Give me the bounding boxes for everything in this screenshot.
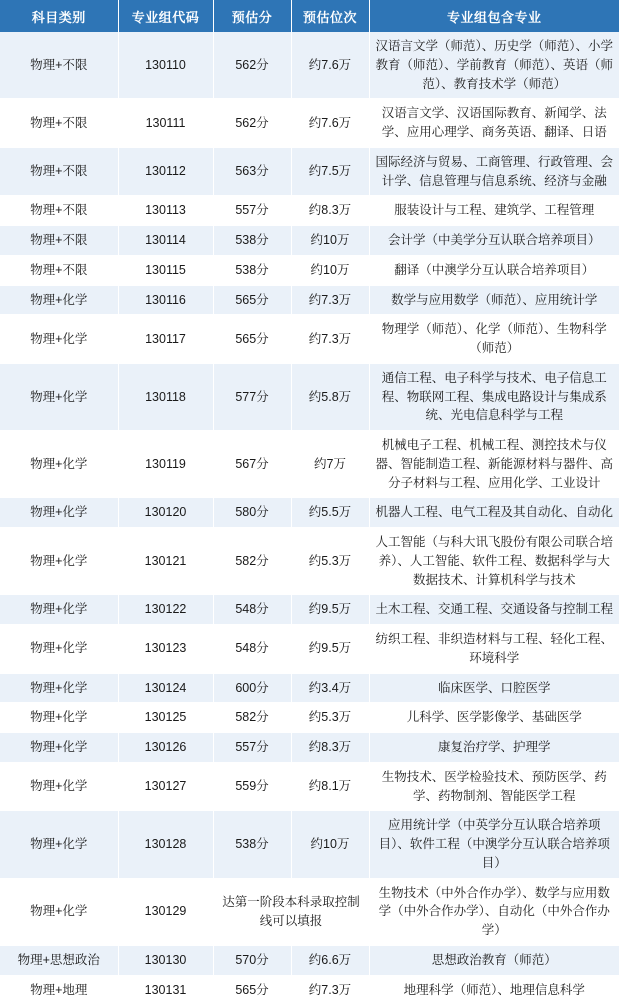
cell-estimated-score: 538分: [213, 255, 291, 285]
cell-estimated-rank: 约7万: [291, 431, 369, 498]
table-header: [0, 0, 619, 32]
cell-group-code: 130116: [118, 285, 213, 315]
cell-majors: 生物技术（中外合作办学）、数学与应用数学（中外合作办学）、自动化（中外合作办学）: [369, 878, 619, 945]
cell-subject: 物理+不限: [0, 147, 118, 196]
header-row: [0, 0, 619, 32]
cell-group-code: 130129: [118, 878, 213, 945]
table-row: [0, 811, 619, 878]
cell-subject: 物理+化学: [0, 285, 118, 315]
table-row: [0, 762, 619, 811]
cell-majors: 汉语言文学、汉语国际教育、新闻学、法学、应用心理学、商务英语、翻译、日语: [369, 99, 619, 148]
cell-estimated-rank: 约8.3万: [291, 733, 369, 763]
cell-subject: 物理+不限: [0, 99, 118, 148]
table-row: [0, 878, 619, 945]
cell-estimated-score: 562分: [213, 32, 291, 99]
cell-estimated-rank: 约9.5万: [291, 595, 369, 625]
table-row: [0, 285, 619, 315]
cell-subject: 物理+不限: [0, 226, 118, 256]
cell-estimated-score: 562分: [213, 99, 291, 148]
cell-estimated-rank: 约5.3万: [291, 528, 369, 595]
table-row: [0, 498, 619, 528]
cell-majors: 数学与应用数学（师范）、应用统计学: [369, 285, 619, 315]
table-row: [0, 945, 619, 975]
cell-estimated-score: 565分: [213, 315, 291, 364]
cell-estimated-score: 548分: [213, 595, 291, 625]
cell-majors: 应用统计学（中英学分互认联合培养项目）、软件工程（中澳学分互认联合培养项目）: [369, 811, 619, 878]
cell-group-code: 130127: [118, 762, 213, 811]
cell-group-code: 130131: [118, 975, 213, 1005]
cell-estimated-rank: 约8.1万: [291, 762, 369, 811]
cell-group-code: 130121: [118, 528, 213, 595]
cell-group-code: 130126: [118, 733, 213, 763]
cell-majors: 土木工程、交通工程、交通设备与控制工程: [369, 595, 619, 625]
cell-group-code: 130114: [118, 226, 213, 256]
table-row: [0, 363, 619, 430]
cell-estimated-rank: 约7.3万: [291, 315, 369, 364]
cell-estimated-rank: 约7.5万: [291, 147, 369, 196]
cell-subject: 物理+地理: [0, 975, 118, 1005]
cell-majors: 人工智能（与科大讯飞股份有限公司联合培养）、人工智能、软件工程、数据科学与大数据技术、计算机科学与技术: [369, 528, 619, 595]
cell-group-code: 130130: [118, 945, 213, 975]
table-row: [0, 625, 619, 674]
table-row: [0, 315, 619, 364]
cell-estimated-rank: 约9.5万: [291, 625, 369, 674]
cell-estimated-rank: 约7.3万: [291, 285, 369, 315]
cell-group-code: 130118: [118, 363, 213, 430]
column-header-group-code: 专业组代码: [118, 0, 213, 32]
cell-group-code: 130113: [118, 196, 213, 226]
cell-group-code: 130112: [118, 147, 213, 196]
cell-subject: 物理+化学: [0, 528, 118, 595]
cell-subject: 物理+化学: [0, 363, 118, 430]
cell-group-code: 130115: [118, 255, 213, 285]
cell-majors: 临床医学、口腔医学: [369, 673, 619, 703]
cell-group-code: 130120: [118, 498, 213, 528]
cell-subject: 物理+化学: [0, 703, 118, 733]
column-header-estimated-score: 预估分: [213, 0, 291, 32]
cell-group-code: 130119: [118, 431, 213, 498]
cell-majors: 纺织工程、非织造材料与工程、轻化工程、环境科学: [369, 625, 619, 674]
cell-estimated-score: 582分: [213, 528, 291, 595]
cell-majors: 翻译（中澳学分互认联合培养项目）: [369, 255, 619, 285]
cell-group-code: 130124: [118, 673, 213, 703]
cell-majors: 康复治疗学、护理学: [369, 733, 619, 763]
cell-subject: 物理+化学: [0, 733, 118, 763]
cell-subject: 物理+思想政治: [0, 945, 118, 975]
cell-estimated-rank: 约8.3万: [291, 196, 369, 226]
table-body: [0, 32, 619, 1005]
cell-majors: 国际经济与贸易、工商管理、行政管理、会计学、信息管理与信息系统、经济与金融: [369, 147, 619, 196]
cell-group-code: 130122: [118, 595, 213, 625]
cell-estimated-score: 557分: [213, 733, 291, 763]
cell-subject: 物理+不限: [0, 255, 118, 285]
cell-estimated-score: 580分: [213, 498, 291, 528]
cell-estimated-score: 567分: [213, 431, 291, 498]
cell-estimated-score: 538分: [213, 226, 291, 256]
cell-group-code: 130128: [118, 811, 213, 878]
cell-subject: 物理+化学: [0, 625, 118, 674]
table-row: [0, 32, 619, 99]
cell-subject: 物理+化学: [0, 673, 118, 703]
cell-majors: 通信工程、电子科学与技术、电子信息工程、物联网工程、集成电路设计与集成系统、光电信息科学与工程: [369, 363, 619, 430]
cell-subject: 物理+化学: [0, 431, 118, 498]
column-header-majors: 专业组包含专业: [369, 0, 619, 32]
cell-subject: 物理+化学: [0, 595, 118, 625]
cell-estimated-score: 600分: [213, 673, 291, 703]
cell-estimated-rank: 约5.5万: [291, 498, 369, 528]
cell-estimated-score: 565分: [213, 285, 291, 315]
cell-estimated-rank: 约7.3万: [291, 975, 369, 1005]
cell-estimated-rank: 约7.6万: [291, 99, 369, 148]
table-row: [0, 431, 619, 498]
cell-majors: 儿科学、医学影像学、基础医学: [369, 703, 619, 733]
column-header-estimated-rank: 预估位次: [291, 0, 369, 32]
cell-estimated-score: 559分: [213, 762, 291, 811]
cell-subject: 物理+化学: [0, 811, 118, 878]
cell-estimated-rank: 约10万: [291, 811, 369, 878]
cell-estimated-rank: 约6.6万: [291, 945, 369, 975]
cell-estimated-score: 达第一阶段本科录取控制线可以填报: [213, 878, 369, 945]
cell-estimated-rank: 约10万: [291, 226, 369, 256]
cell-subject: 物理+化学: [0, 878, 118, 945]
cell-majors: 汉语言文学（师范）、历史学（师范）、小学教育（师范）、学前教育（师范）、英语（师范）、教育技术学（师范）: [369, 32, 619, 99]
cell-estimated-score: 548分: [213, 625, 291, 674]
cell-group-code: 130125: [118, 703, 213, 733]
cell-estimated-rank: 约7.6万: [291, 32, 369, 99]
column-header-subject: 科目类别: [0, 0, 118, 32]
cell-majors: 生物技术、医学检验技术、预防医学、药学、药物制剂、智能医学工程: [369, 762, 619, 811]
cell-estimated-rank: 约5.8万: [291, 363, 369, 430]
cell-estimated-score: 570分: [213, 945, 291, 975]
table-row: [0, 975, 619, 1005]
cell-subject: 物理+化学: [0, 315, 118, 364]
cell-estimated-rank: 约5.3万: [291, 703, 369, 733]
cell-estimated-score: 582分: [213, 703, 291, 733]
cell-estimated-score: 577分: [213, 363, 291, 430]
cell-majors: 思想政治教育（师范）: [369, 945, 619, 975]
cell-subject: 物理+化学: [0, 498, 118, 528]
cell-majors: 服装设计与工程、建筑学、工程管理: [369, 196, 619, 226]
cell-group-code: 130123: [118, 625, 213, 674]
cell-estimated-score: 557分: [213, 196, 291, 226]
cell-group-code: 130111: [118, 99, 213, 148]
cell-majors: 机器人工程、电气工程及其自动化、自动化: [369, 498, 619, 528]
table-row: [0, 226, 619, 256]
cell-estimated-score: 563分: [213, 147, 291, 196]
cell-estimated-rank: 约3.4万: [291, 673, 369, 703]
table-row: [0, 255, 619, 285]
cell-estimated-rank: 约10万: [291, 255, 369, 285]
table-row: [0, 703, 619, 733]
cell-majors: 机械电子工程、机械工程、测控技术与仪器、智能制造工程、新能源材料与器件、高分子材料与工程、应用化学、工业设计: [369, 431, 619, 498]
cell-subject: 物理+不限: [0, 32, 118, 99]
cell-estimated-score: 565分: [213, 975, 291, 1005]
table-row: [0, 733, 619, 763]
cell-majors: 物理学（师范）、化学（师范）、生物科学（师范）: [369, 315, 619, 364]
table-row: [0, 196, 619, 226]
cell-group-code: 130110: [118, 32, 213, 99]
cell-group-code: 130117: [118, 315, 213, 364]
cell-subject: 物理+不限: [0, 196, 118, 226]
cell-majors: 会计学（中美学分互认联合培养项目）: [369, 226, 619, 256]
cell-majors: 地理科学（师范）、地理信息科学: [369, 975, 619, 1005]
table-row: [0, 528, 619, 595]
cell-subject: 物理+化学: [0, 762, 118, 811]
cell-estimated-score: 538分: [213, 811, 291, 878]
table-row: [0, 99, 619, 148]
table-row: [0, 673, 619, 703]
table-row: [0, 147, 619, 196]
table-row: [0, 595, 619, 625]
